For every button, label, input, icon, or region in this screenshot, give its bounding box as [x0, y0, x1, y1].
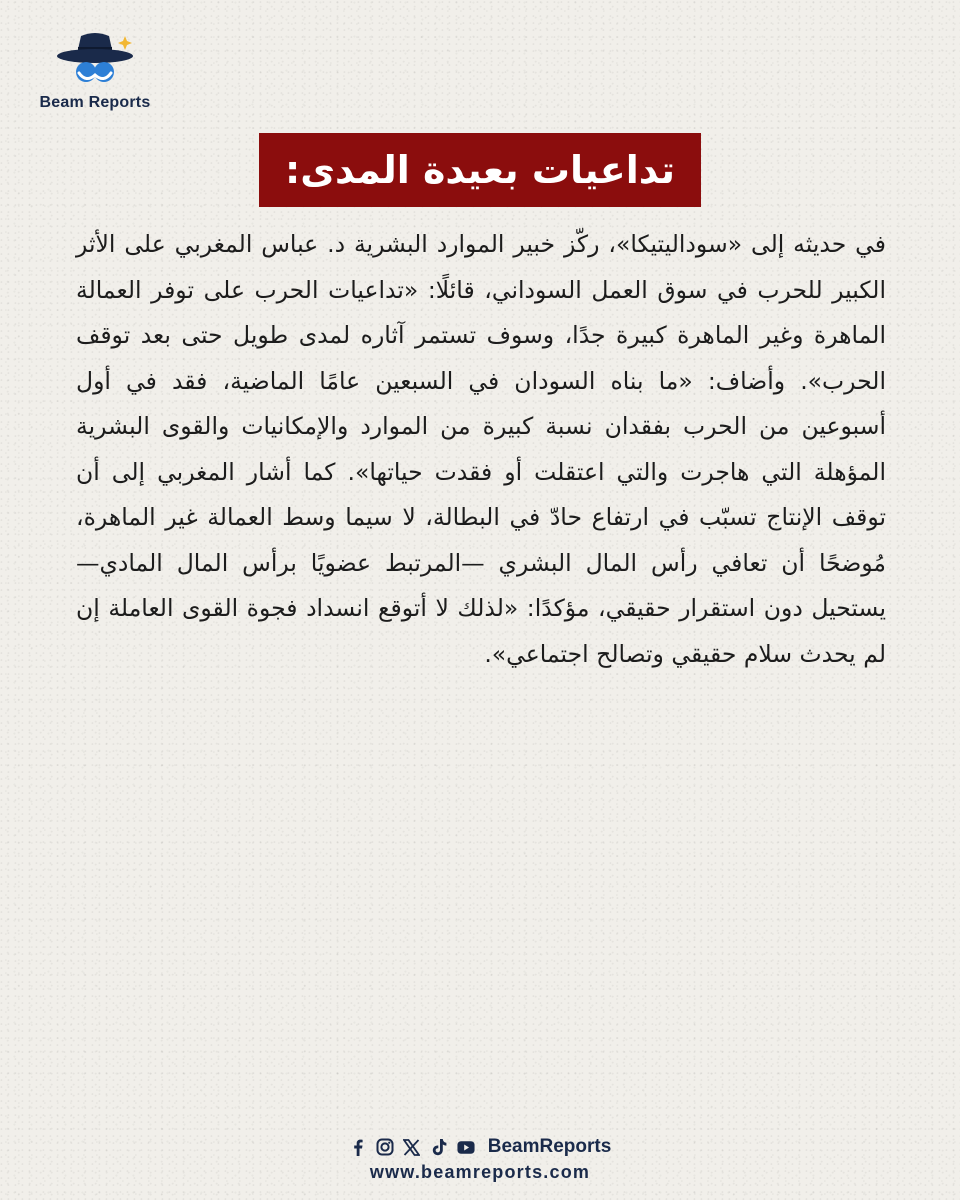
- youtube-icon[interactable]: [457, 1138, 475, 1156]
- footer: [0, 1134, 960, 1183]
- page-title: تداعيات بعيدة المدى:: [259, 133, 701, 207]
- brand-logo: [30, 28, 160, 112]
- brand-name: Beam Reports: [39, 94, 151, 111]
- social-handle[interactable]: BeamReports: [487, 1136, 612, 1157]
- x-icon[interactable]: [403, 1138, 421, 1156]
- facebook-icon[interactable]: [349, 1138, 367, 1156]
- title-container: [0, 133, 960, 207]
- instagram-icon[interactable]: [376, 1138, 394, 1156]
- article-body: في حديثه إلى «سوداليتيكا»، ركّز خبير الموارد البشرية د. عباس المغربي على الأثر الكبير للحرب في سوق العمل السوداني، قائلًا: «تداعيات الحرب على توفر العمالة الماهرة وغير الماهرة كبيرة جدًا، وسوف تستمر آثاره لمدى طويل حتى بعد توقف الحرب». وأضاف: «ما بناه السودان في السبعين عامًا الماضية، فقد في أول أسبوعين من الحرب بفقدان نسبة كبيرة من الموارد والإمكانيات والقوى البشرية المؤهلة التي هاجرت والتي اعتقلت أو فقدت حياتها». كما أشار المغربي إلى أن توقف الإنتاج تسبّب في ارتفاع حادّ في البطالة، لا سيما وسط العمالة غير الماهرة، مُوضحًا أن تعافي رأس المال البشري —المرتبط عضويًا برأس المال المادي— يستحيل دون استقرار حقيقي، مؤكدًا: «لذلك لا أتوقع انسداد فجوة القوى العاملة إن لم يحدث سلام حقيقي وتصالح اجتماعي».: [76, 230, 886, 668]
- social-links: [0, 1134, 960, 1160]
- spy-hat-logo-icon: [55, 28, 135, 90]
- tiktok-icon[interactable]: [430, 1138, 448, 1156]
- website-link[interactable]: www.beamreports.com: [369, 1162, 591, 1182]
